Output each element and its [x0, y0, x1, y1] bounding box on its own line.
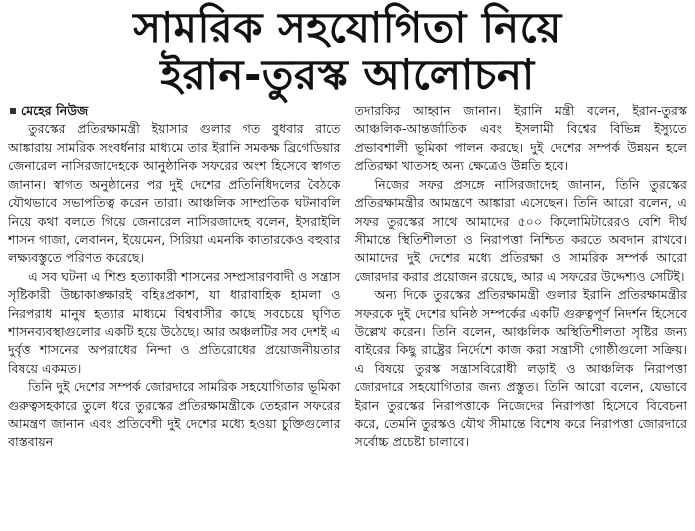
bullet-square-icon — [10, 108, 16, 114]
paragraph: তুরস্কের প্রতিরক্ষামন্ত্রী ইয়াসার গুলার গত বুধবার রাতে আঙ্কারায় সামরিক সংবর্ধনার মাধ্যমে তার ইরানি সমকক্ষ ব্রিগেডিয়ার জেনারেল নাসিরজাদেহকে আনুষ্ঠানিক সফরের অংশ হিসেবে স্বাগত জানান। স্বাগত অনুষ্ঠানের পর দুই দেশের প্রতিনিধিদলের বৈঠকে যৌথভাবে সভাপতিত্ব করেন তারা। আঞ্চলিক সাম্প্রতিক ঘটনাবলি নিয়ে কথা বলতে গিয়ে জেনারেল নাসিরজাদেহ বলেন, ইসরাইলি শাসন গাজা, লেবানন, ইয়েমেন, সিরিয়া এমনকি কাতারকেও বহুবার লক্ষ্যবস্তুতে পরিণত করেছে। — [8, 121, 341, 266]
paragraph: এ সব ঘটনা এ শিশু হত্যাকারী শাসনের সম্প্রসারণবাদী ও সন্ত্রাস সৃষ্টিকারী উচ্চাকাঙ্ক্ষারই বহিঃপ্রকাশ, যা ধারাবাহিক হামলা ও নিরপরাধ মানুষ হত্যার মাধ্যমে বিশ্ববাসীর কাছে সবচেয়ে ঘৃণিত শাসনব্যবস্থাগুলোর একটি হয়ে উঠেছে। আর অঞ্চলটির সব দেশই এ দুর্বৃত্ত শাসনের অপরাধের নিন্দা ও প্রতিরোধের প্রয়োজনীয়তার বিষয়ে একমত। — [8, 268, 341, 376]
headline-line-1: সামরিক সহযোগিতা নিয়ে — [133, 3, 562, 52]
byline — [8, 102, 341, 120]
paragraph: তিনি দুই দেশের সম্পর্ক জোরদারে সামরিক সহযোগিতার ভূমিকা গুরুত্বসহকারে তুলে ধরে তুরস্কের প্রতিরক্ষামন্ত্রীকে তেহরান সফরের আমন্ত্রণ জানান এবং প্রতিবেশী দুই দেশের মধ্যে হওয়া চুক্তিগুলোর বাস্তবায়ন — [8, 379, 341, 450]
byline-text: মেহের নিউজ — [21, 103, 89, 119]
paragraph: তদারকির আহ্বান জানান। ইরানি মন্ত্রী বলেন, ইরান-তুরস্ক আঞ্চলিক-আন্তর্জাতিক এবং ইসলামী বিশ্বের বিভিন্ন ইস্যুতে প্রভাবশালী ভূমিকা পালন করছে। দুই দেশের সম্পর্ক উন্নয়ন হলে প্রতিরক্ষা খাতসহ অন্য ক্ষেত্রেও উন্নতি হবে। — [354, 103, 687, 174]
right-column — [355, 102, 688, 497]
paragraph: নিজের সফর প্রসঙ্গে নাসিরজাদেহ জানান, তিনি তুরস্কের প্রতিরক্ষামন্ত্রীর আমন্ত্রণে আঙ্কারা এসেছেন। তিনি আরো বলেন, এ সফর তুরস্কের সাথে আমাদের ৫০০ কিলোমিটারেরও বেশি দীর্ঘ সীমান্তে স্থিতিশীলতা ও নিরাপত্তা নিশ্চিত করতে অবদান রাখবে। আমাদের দুই দেশের মধ্যে প্রতিরক্ষা ও সামরিক সম্পর্ক আরো জোরদার করার প্রয়োজন রয়েছে, আর এ সফরের উদ্দেশ্যও সেটিই। — [354, 176, 687, 284]
headline-line-2: ইরান-তুরস্ক আলোচনা — [160, 50, 535, 100]
headline — [8, 4, 687, 98]
paragraph: অন্য দিকে তুরস্কের প্রতিরক্ষামন্ত্রী গুলার ইরানি প্রতিরক্ষামন্ত্রীর সফরকে দুই দেশের ঘনিষ্ঠ সম্পর্কের একটি গুরুত্বপূর্ণ নিদর্শন হিসেবে উল্লেখ করেন। তিনি বলেন, আঞ্চলিক অস্থিতিশীলতা সৃষ্টির জন্য বাইরের কিছু রাষ্ট্রের নির্দেশে কাজ করা সন্ত্রাসী গোষ্ঠীগুলো সক্রিয়। এ বিষয়ে তুরস্ক সন্ত্রাসবিরোধী লড়াই ও আঞ্চলিক নিরাপত্তা জোরদারে সহযোগিতার জন্য প্রস্তুত। তিনি আরো বলেন, যেভাবে ইরান তুরস্কের নিরাপত্তাকে নিজেদের নিরাপত্তা হিসেবে বিবেচনা করে, তেমনি তুরস্কও যৌথ সীমান্তে বিশেষ করে নিরাপত্তা জোরদারে সর্বোচ্চ প্রচেষ্টা চালাবে। — [354, 287, 687, 450]
article-body — [8, 102, 687, 497]
left-column — [8, 102, 341, 497]
